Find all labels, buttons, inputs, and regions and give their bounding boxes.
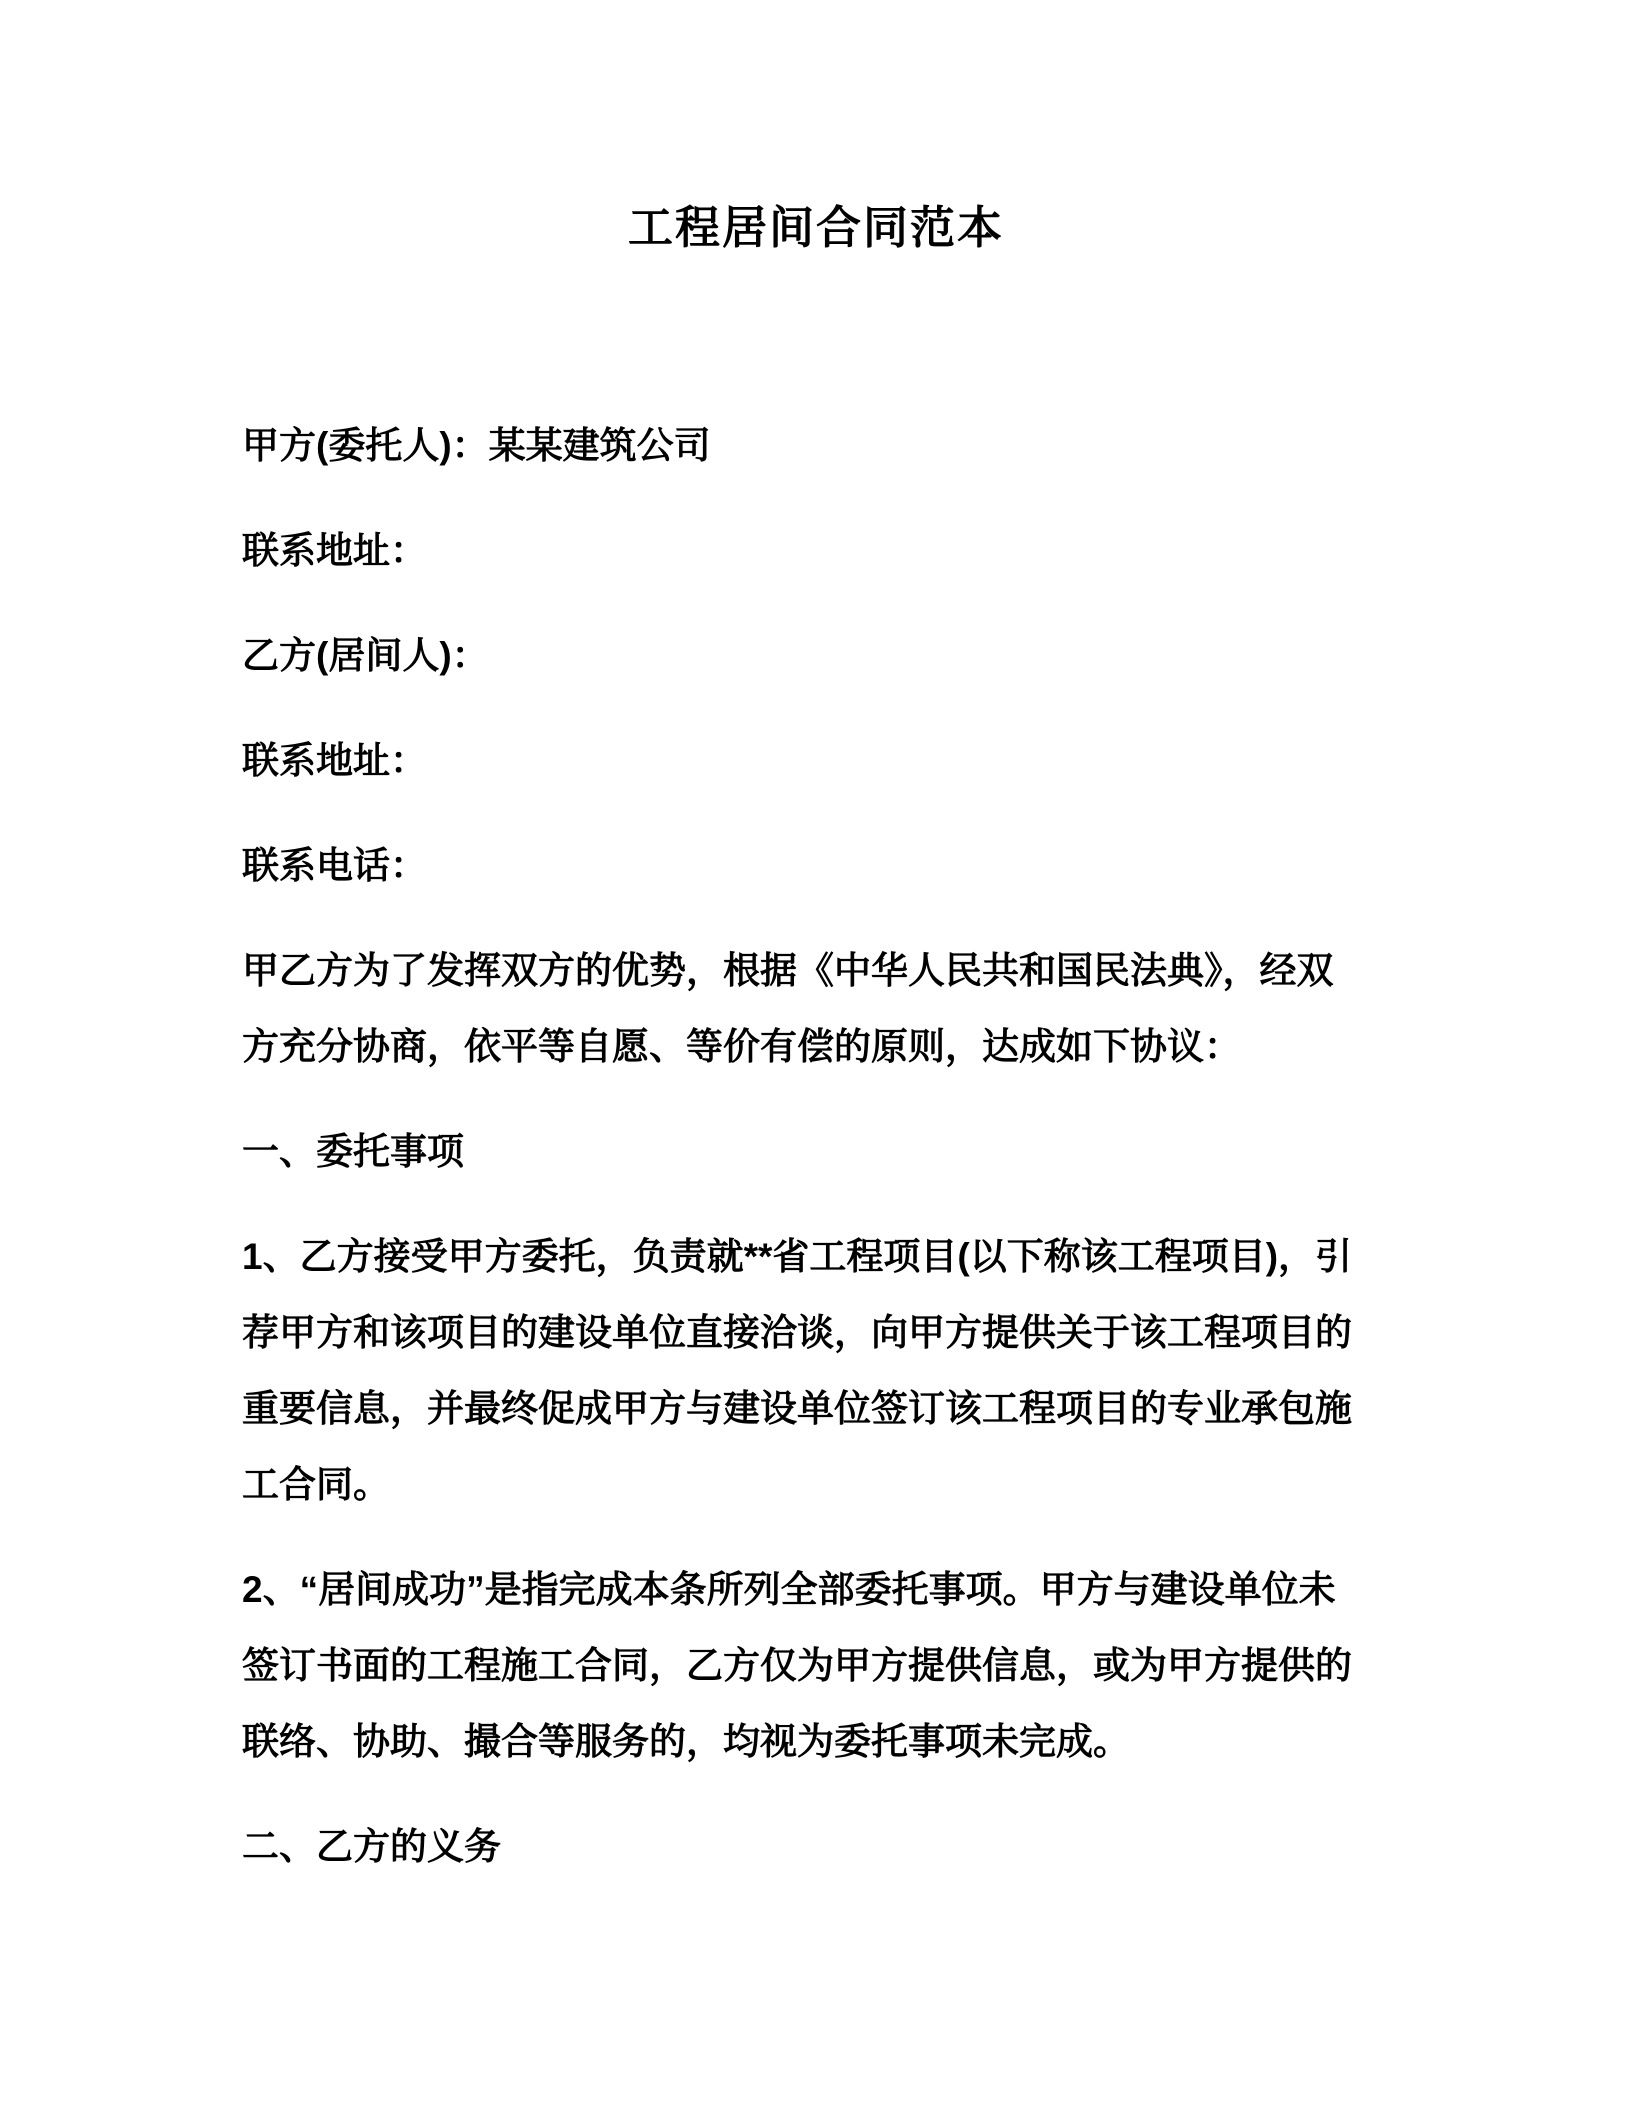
text-line: 工合同。 <box>242 1464 390 1505</box>
document-title: 工程居间合同范本 <box>627 202 1004 253</box>
section-1-heading <box>242 1114 1390 1190</box>
text-line: 联络、协助、撮合等服务的，均视为委托事项未完成。 <box>242 1721 1130 1762</box>
text-line: 荐甲方和该项目的建设单位直接洽谈，向甲方提供关于该工程项目的 <box>242 1312 1352 1353</box>
party-b-line <box>242 618 1390 694</box>
text-line: 乙方(居间人)： <box>242 635 489 676</box>
text-line: 二、乙方的义务 <box>242 1826 501 1867</box>
text-line: 联系地址： <box>242 740 427 781</box>
text-line: 甲方(委托人)：某某建筑公司 <box>242 425 711 466</box>
text-line: 甲乙方为了发挥双方的优势，根据《中华人民共和国民法典》，经双 <box>242 950 1334 991</box>
text-line: 2、“居间成功”是指完成本条所列全部委托事项。甲方与建设单位未 <box>242 1569 1336 1610</box>
clause-1-paragraph <box>242 1219 1390 1523</box>
text-line: 1、乙方接受甲方委托，负责就**省工程项目(以下称该工程项目)，引 <box>242 1236 1353 1277</box>
clause-2-paragraph <box>242 1552 1390 1780</box>
party-b-phone-line <box>242 828 1390 904</box>
text-line: 联系电话： <box>242 845 427 886</box>
section-2-heading <box>242 1809 1390 1885</box>
text-line: 一、委托事项 <box>242 1131 464 1172</box>
party-a-address-line <box>242 513 1390 589</box>
party-b-address-line <box>242 723 1390 799</box>
text-line: 联系地址： <box>242 530 427 571</box>
text-line: 方充分协商，依平等自愿、等价有偿的原则，达成如下协议： <box>242 1026 1241 1067</box>
party-a-line <box>242 408 1390 484</box>
text-line: 重要信息，并最终促成甲方与建设单位签订该工程项目的专业承包施 <box>242 1388 1352 1429</box>
preamble-paragraph <box>242 933 1390 1085</box>
text-line: 签订书面的工程施工合同，乙方仅为甲方提供信息，或为甲方提供的 <box>242 1645 1352 1686</box>
